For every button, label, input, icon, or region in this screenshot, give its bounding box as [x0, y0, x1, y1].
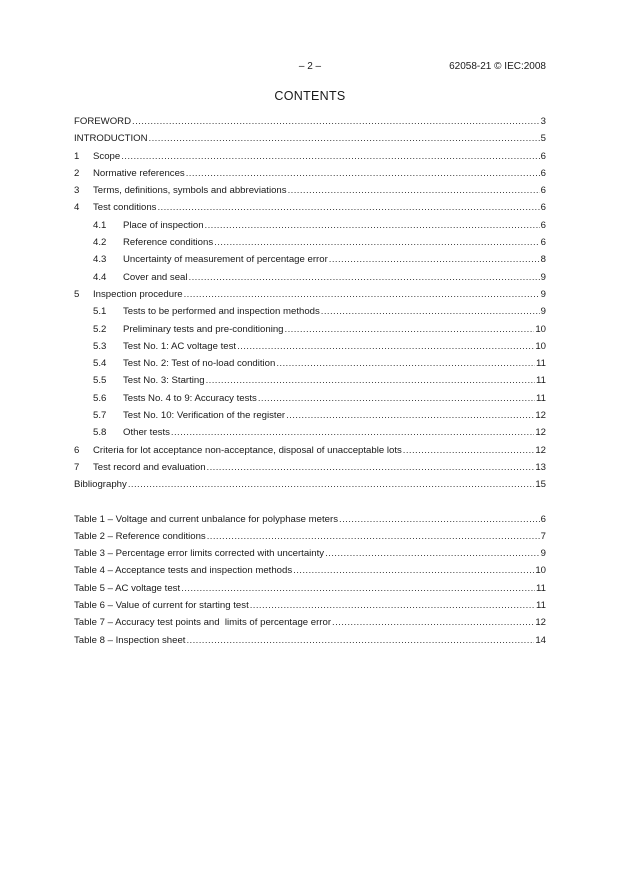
- toc-entry-text: Test No. 10: Verification of the register: [123, 410, 286, 422]
- toc-entry-page: 12: [535, 427, 546, 439]
- toc-entry-5-2[interactable]: [74, 321, 546, 338]
- table-list-entry-1[interactable]: [74, 511, 546, 528]
- toc-entry-number: 5.6: [93, 392, 107, 404]
- toc-entry-number: 5.2: [93, 323, 107, 335]
- toc-entry-page: 8: [540, 254, 546, 266]
- table-entry-page: 10: [535, 565, 546, 577]
- table-list-entry-4[interactable]: [74, 562, 546, 579]
- table-entry-page: 6: [540, 513, 546, 525]
- toc-entry-7[interactable]: [74, 459, 546, 476]
- toc-entry-page: 13: [535, 461, 546, 473]
- toc-entry-text: Normative references: [93, 167, 185, 179]
- toc-entry-page: 11: [536, 375, 546, 387]
- toc-entry-5-8[interactable]: [74, 424, 546, 441]
- toc-entry-4-1[interactable]: [74, 217, 546, 234]
- table-list-entry-6[interactable]: [74, 597, 546, 614]
- table-list-entry-7[interactable]: [74, 614, 546, 631]
- toc-entry-text: Reference conditions: [123, 237, 214, 249]
- toc-entry-text: Test No. 3: Starting: [123, 375, 205, 387]
- toc-entry-number: 4.3: [93, 254, 107, 266]
- toc-entry-text: Bibliography: [74, 479, 127, 491]
- toc-entry-number: 5.5: [93, 375, 107, 387]
- section-spacer: [74, 494, 546, 511]
- toc-entry-introduction[interactable]: [74, 130, 546, 147]
- page-number-header: – 2 –: [298, 61, 322, 72]
- toc-entry-page: 10: [535, 323, 546, 335]
- toc-entry-number: 7: [74, 461, 80, 473]
- toc-entry-text: Scope: [93, 150, 121, 162]
- toc-entry-page: 9: [540, 271, 546, 283]
- toc-entry-number: 5.8: [93, 427, 107, 439]
- toc-entry-number: 5.1: [93, 306, 107, 318]
- table-of-contents: [74, 113, 546, 649]
- toc-entry-number: 5: [74, 288, 80, 300]
- toc-entry-4-2[interactable]: [74, 234, 546, 251]
- toc-entry-text: Place of inspection: [123, 219, 204, 231]
- toc-entry-page: 11: [536, 358, 546, 370]
- table-list-entry-2[interactable]: [74, 528, 546, 545]
- table-entry-page: 9: [540, 548, 546, 560]
- table-entry-page: 7: [540, 530, 546, 542]
- toc-entry-page: 15: [535, 479, 546, 491]
- table-list-entry-5[interactable]: [74, 580, 546, 597]
- toc-entry-page: 5: [540, 133, 546, 145]
- table-entry-text: Table 6 – Value of current for starting test: [74, 600, 249, 612]
- toc-entry-page: 12: [535, 410, 546, 422]
- toc-entry-text: Test No. 1: AC voltage test: [123, 340, 237, 352]
- toc-entry-foreword[interactable]: [74, 113, 546, 130]
- table-entry-text: Table 7 – Accuracy test points and limits of percentage error: [74, 617, 332, 629]
- toc-entry-5-7[interactable]: [74, 407, 546, 424]
- page-title: CONTENTS: [274, 89, 346, 103]
- toc-entry-5-6[interactable]: [74, 390, 546, 407]
- toc-entry-text: Other tests: [123, 427, 170, 439]
- toc-entry-page: 10: [535, 340, 546, 352]
- table-entry-page: 11: [536, 582, 546, 594]
- toc-entry-text: Test conditions: [93, 202, 157, 214]
- toc-entry-page: 6: [540, 237, 546, 249]
- toc-entry-number: 3: [74, 185, 80, 197]
- toc-entry-2[interactable]: [74, 165, 546, 182]
- toc-entry-text: INTRODUCTION: [74, 133, 148, 145]
- table-entry-text: Table 2 – Reference conditions: [74, 530, 206, 542]
- toc-entry-text: Test record and evaluation: [93, 461, 206, 473]
- toc-entry-5-3[interactable]: [74, 338, 546, 355]
- table-entry-text: Table 4 – Acceptance tests and inspection methods: [74, 565, 293, 577]
- table-entry-text: Table 8 – Inspection sheet: [74, 634, 186, 646]
- toc-entry-6[interactable]: [74, 442, 546, 459]
- toc-entry-page: 9: [540, 306, 546, 318]
- toc-entry-text: Terms, definitions, symbols and abbreviations: [93, 185, 287, 197]
- toc-entry-4-4[interactable]: [74, 269, 546, 286]
- toc-entry-number: 1: [74, 150, 80, 162]
- toc-entry-number: 5.3: [93, 340, 107, 352]
- toc-entry-1[interactable]: [74, 148, 546, 165]
- table-entry-text: Table 3 – Percentage error limits corrected with uncertainty: [74, 548, 325, 560]
- toc-entry-page: 3: [540, 116, 546, 127]
- document-id-header: 62058-21 © IEC:2008: [449, 61, 546, 72]
- table-entry-text: Table 1 – Voltage and current unbalance for polyphase meters: [74, 513, 339, 525]
- toc-entry-text: FOREWORD: [74, 116, 132, 127]
- toc-entry-bibliography[interactable]: [74, 476, 546, 493]
- toc-entry-page: 11: [536, 392, 546, 404]
- toc-entry-number: 5.7: [93, 410, 107, 422]
- toc-entry-5-4[interactable]: [74, 355, 546, 372]
- table-entry-page: 11: [536, 600, 546, 612]
- toc-entry-number: 6: [74, 444, 80, 456]
- toc-entry-text: Cover and seal: [123, 271, 188, 283]
- toc-entry-text: Criteria for lot acceptance non-acceptance, disposal of unacceptable lots: [93, 444, 402, 456]
- toc-entry-5-5[interactable]: [74, 372, 546, 389]
- toc-entry-page: 9: [540, 288, 546, 300]
- table-entry-page: 14: [535, 634, 546, 646]
- table-list-entry-8[interactable]: [74, 632, 546, 649]
- toc-entry-5-1[interactable]: [74, 303, 546, 320]
- toc-entry-number: 4.1: [93, 219, 107, 231]
- table-entry-text: Table 5 – AC voltage test: [74, 582, 181, 594]
- toc-entry-page: 6: [540, 202, 546, 214]
- toc-entry-page: 6: [540, 167, 546, 179]
- toc-entry-text: Tests No. 4 to 9: Accuracy tests: [123, 392, 257, 404]
- toc-entry-5[interactable]: [74, 286, 546, 303]
- toc-entry-page: 12: [535, 444, 546, 456]
- toc-entry-number: 5.4: [93, 358, 107, 370]
- toc-entry-number: 4.4: [93, 271, 107, 283]
- toc-entry-number: 4: [74, 202, 80, 214]
- toc-entry-page: 6: [540, 219, 546, 231]
- toc-entry-page: 6: [540, 185, 546, 197]
- toc-entry-3[interactable]: [74, 182, 546, 199]
- toc-entry-text: Preliminary tests and pre-conditioning: [123, 323, 284, 335]
- toc-entry-4[interactable]: [74, 199, 546, 216]
- table-list-entry-3[interactable]: [74, 545, 546, 562]
- toc-entry-number: 4.2: [93, 237, 107, 249]
- toc-entry-page: 6: [540, 150, 546, 162]
- toc-entry-text: Uncertainty of measurement of percentage error: [123, 254, 328, 266]
- toc-entry-number: 2: [74, 167, 80, 179]
- toc-entry-4-3[interactable]: [74, 251, 546, 268]
- table-entry-page: 12: [535, 617, 546, 629]
- toc-entry-text: Tests to be performed and inspection methods: [123, 306, 320, 318]
- toc-entry-text: Inspection procedure: [93, 288, 183, 300]
- toc-entry-text: Test No. 2: Test of no-load condition: [123, 358, 276, 370]
